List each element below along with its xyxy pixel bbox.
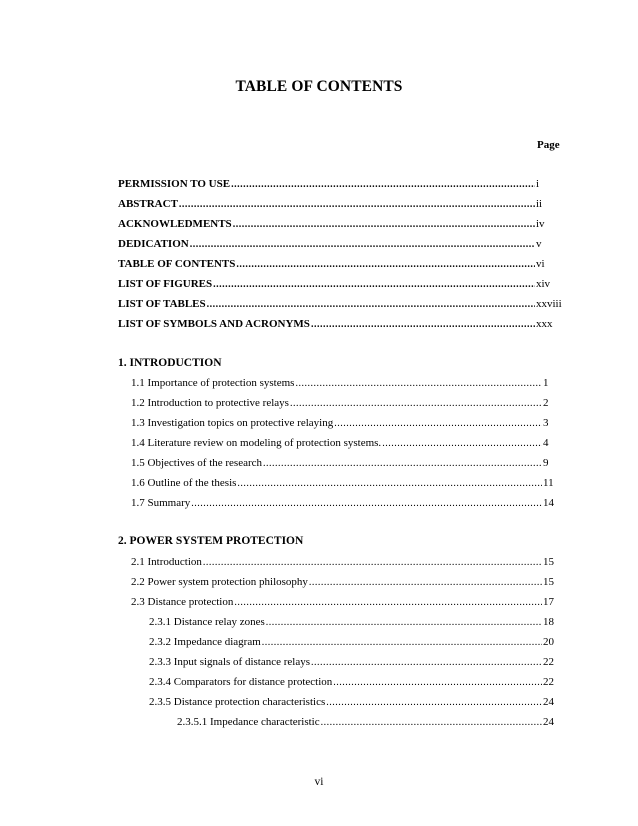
toc-line bbox=[131, 397, 557, 413]
toc-label: ABSTRACT bbox=[118, 198, 178, 210]
toc-label: 2.3.2 Impedance diagram bbox=[149, 636, 261, 648]
toc-page: 9 bbox=[543, 457, 549, 469]
toc-page: 22 bbox=[543, 676, 554, 688]
dot-leader bbox=[203, 557, 542, 568]
toc-label: 2.3.3 Input signals of distance relays bbox=[149, 656, 310, 668]
toc-page: 11 bbox=[543, 477, 554, 489]
toc-label: 2.3.5.1 Impedance characteristic bbox=[177, 716, 320, 728]
toc-line bbox=[118, 238, 570, 254]
toc-page: v bbox=[536, 238, 542, 250]
toc-page: 3 bbox=[543, 417, 549, 429]
dot-leader bbox=[179, 199, 535, 210]
toc-line bbox=[131, 437, 557, 453]
dot-leader bbox=[311, 319, 535, 330]
toc-line bbox=[118, 298, 570, 314]
page-title: TABLE OF CONTENTS bbox=[235, 78, 403, 95]
toc-line bbox=[131, 596, 557, 612]
dot-leader bbox=[233, 219, 535, 230]
toc-line bbox=[118, 258, 570, 274]
toc-line bbox=[149, 616, 557, 632]
toc-label: 1.6 Outline of the thesis bbox=[131, 477, 237, 489]
dot-leader bbox=[190, 239, 535, 250]
toc-line bbox=[149, 676, 557, 692]
toc-line bbox=[131, 497, 557, 513]
toc-page: 15 bbox=[543, 556, 554, 568]
dot-leader bbox=[266, 617, 542, 628]
toc-page: 14 bbox=[543, 497, 554, 509]
toc-page: xxviii bbox=[536, 298, 562, 310]
toc-label: 2.3 Distance protection bbox=[131, 596, 234, 608]
dot-leader bbox=[333, 677, 542, 688]
toc-page: 4 bbox=[543, 437, 549, 449]
dot-leader bbox=[207, 299, 535, 310]
toc-line bbox=[118, 198, 570, 214]
toc-label: 2.2 Power system protection philosophy bbox=[131, 576, 308, 588]
toc-page: 15 bbox=[543, 576, 554, 588]
toc-label: 2.1 Introduction bbox=[131, 556, 202, 568]
toc-label: LIST OF TABLES bbox=[118, 298, 206, 310]
toc-line bbox=[149, 656, 557, 672]
toc-line bbox=[118, 278, 570, 294]
toc-page: xiv bbox=[536, 278, 551, 290]
toc-page: vi bbox=[536, 258, 545, 270]
toc-line bbox=[177, 716, 557, 732]
toc-line bbox=[118, 318, 570, 334]
toc-label: LIST OF SYMBOLS AND ACRONYMS bbox=[118, 318, 310, 330]
dot-leader bbox=[326, 697, 542, 708]
toc-page: i bbox=[536, 178, 540, 190]
toc-line bbox=[149, 636, 557, 652]
toc-label: TABLE OF CONTENTS bbox=[118, 258, 236, 270]
toc-label: 1.1 Importance of protection systems bbox=[131, 377, 295, 389]
toc-page: 18 bbox=[543, 616, 554, 628]
toc-line bbox=[131, 576, 557, 592]
dot-leader bbox=[321, 717, 542, 728]
toc-label: 2.3.5 Distance protection characteristics bbox=[149, 696, 326, 708]
dot-leader bbox=[262, 637, 542, 648]
toc-line bbox=[118, 218, 570, 234]
toc-label: 1.4 Literature review on modeling of protection systems. bbox=[131, 437, 382, 449]
toc-line bbox=[131, 556, 557, 572]
toc-line bbox=[131, 377, 557, 393]
toc-line bbox=[131, 457, 557, 473]
toc-label: 1.5 Objectives of the research bbox=[131, 457, 263, 469]
toc-page: 24 bbox=[543, 696, 554, 708]
page-column-header: Page bbox=[537, 139, 560, 151]
toc-line bbox=[118, 178, 570, 194]
dot-leader bbox=[382, 438, 542, 449]
toc-label: DEDICATION bbox=[118, 238, 189, 250]
dot-leader bbox=[290, 398, 542, 409]
toc-page: 20 bbox=[543, 636, 554, 648]
dot-leader bbox=[234, 597, 542, 608]
toc-label: 2.3.4 Comparators for distance protection bbox=[149, 676, 333, 688]
toc-label: 1.3 Investigation topics on protective relaying bbox=[131, 417, 334, 429]
dot-leader bbox=[237, 478, 542, 489]
toc-label: 1.2 Introduction to protective relays bbox=[131, 397, 289, 409]
dot-leader bbox=[213, 279, 535, 290]
toc-label: 2.3.1 Distance relay zones bbox=[149, 616, 265, 628]
toc-page: xxx bbox=[536, 318, 553, 330]
chapter-heading: 1. INTRODUCTION bbox=[118, 357, 222, 369]
toc-page: 17 bbox=[543, 596, 554, 608]
dot-leader bbox=[311, 657, 542, 668]
toc-label: 1.7 Summary bbox=[131, 497, 191, 509]
dot-leader bbox=[236, 259, 535, 270]
toc-line bbox=[149, 696, 557, 712]
chapter-heading: 2. POWER SYSTEM PROTECTION bbox=[118, 535, 304, 547]
dot-leader bbox=[263, 458, 542, 469]
toc-line bbox=[131, 477, 557, 493]
dot-leader bbox=[231, 179, 535, 190]
toc-page: 22 bbox=[543, 656, 554, 668]
toc-label: PERMISSION TO USE bbox=[118, 178, 231, 190]
toc-label: LIST OF FIGURES bbox=[118, 278, 213, 290]
toc-page: 1 bbox=[543, 377, 549, 389]
footer-page-number: vi bbox=[314, 776, 324, 788]
dot-leader bbox=[309, 577, 542, 588]
toc-line bbox=[131, 417, 557, 433]
toc-page: ii bbox=[536, 198, 543, 210]
toc-page: 24 bbox=[543, 716, 554, 728]
dot-leader bbox=[295, 378, 542, 389]
dot-leader bbox=[334, 418, 542, 429]
dot-leader bbox=[191, 498, 542, 509]
toc-page: iv bbox=[536, 218, 545, 230]
toc-label: ACKNOWLEDMENTS bbox=[118, 218, 232, 230]
toc-page: 2 bbox=[543, 397, 549, 409]
